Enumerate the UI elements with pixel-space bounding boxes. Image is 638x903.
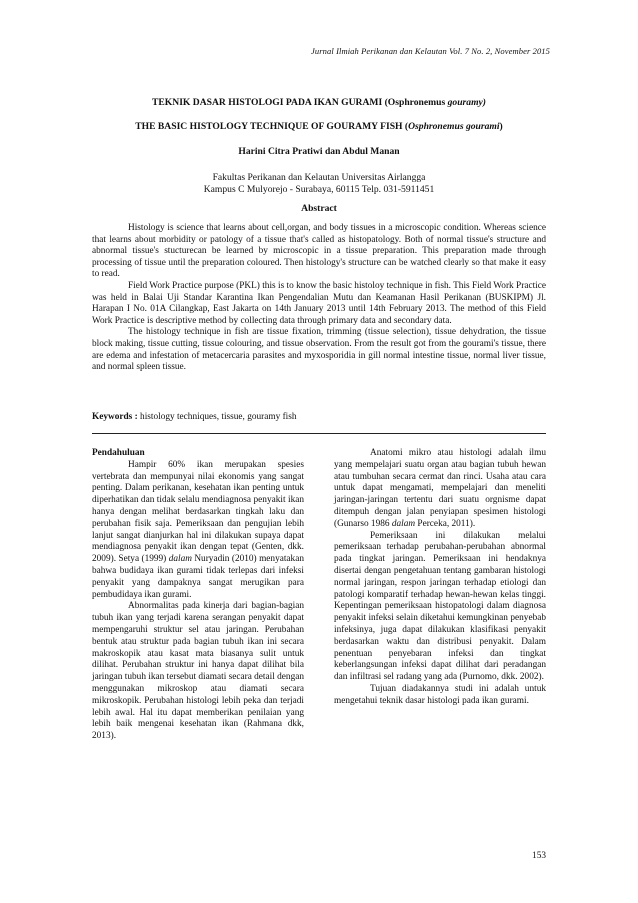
keywords-text: histology techniques, tissue, gouramy fish	[137, 412, 297, 422]
right-paragraph-3: Tujuan diadakannya studi ini adalah untuk mengetahui teknik dasar histologi pada ikan gurami.	[334, 683, 546, 706]
abstract-paragraph-3: The histology technique in fish are tissue fixation, trimming (tissue selection), tissue dehydration, the tissue block making, tissue cutting, tissue colouring, and tissue observation. From the result got from the gourami's tissue, there are edema and infestation of metacercaria parasites and myxosporidia in gill normal intestine tissue, normal liver tissue, and normal spleen tissue.	[92, 327, 546, 373]
page-number: 153	[532, 851, 546, 861]
abstract-body	[92, 223, 546, 374]
right-paragraph-1	[334, 448, 546, 531]
title-indonesian	[92, 97, 546, 108]
title-en-main: THE BASIC HISTOLOGY TECHNIQUE OF GOURAMY FISH (	[135, 121, 409, 132]
abstract-heading: Abstract	[301, 203, 337, 214]
title-id-species: gouramy)	[447, 97, 486, 108]
right-p1-part-b: Perceka, 2011).	[415, 518, 476, 529]
section-divider	[92, 433, 546, 434]
right-paragraph-2: Pemeriksaan ini dilakukan melalui pemeriksaan terhadap perubahan-perubahan abnormal pada tingkat jaringan. Pemeriksaan ini hendaknya disertai dengan pengetahuan tentang gambaran histologi normal jaringan, respon jaringan terhadap etiologi dan patologi komparatif terhadap hewan-hewan kelas tinggi. Kepentingan pemeriksaan histopatologi dalam diagnosa penyakit infeksi selain diketahui kemungkinan penyebab infeksinya, juga dapat dilakukan klasifikasi penyakit berdasarkan waktu dan distribusi penyakit. Dalam penentuan penyebaran infeksi dan tingkat keberlangsungan infeksi dapat dilihat dari peradangan dan infiltrasi sel radang yang ada (Purnomo, dkk. 2002).	[334, 530, 546, 683]
title-english	[92, 121, 546, 132]
left-paragraph-2: Abnormalitas pada kinerja dari bagian-bagian tubuh ikan yang terjadi karena serangan penyakit dapat mempengaruhi struktur sel atau jaringan. Perubahan bentuk atau struktur pada bagian tubuh ikan ini secara makroskopik atau kasat mata biasanya sulit untuk dilihat. Perubahan struktur ini hanya dapat dilihat bila jaringan tubuh ikan tersebut diamati secara detail dengan menggunakan mikroskop atau diamati secara mikroskopik. Perubahan histologi lebih peka dan terjadi lebih awal. Hal itu dapat memberikan penilaian yang lebih baik mengenai kesehatan ikan (Rahmana dkk, 2013).	[92, 601, 304, 742]
section-heading-pendahuluan: Pendahuluan	[92, 448, 145, 458]
keywords	[92, 412, 546, 422]
right-p1-dalam: dalam	[391, 518, 416, 529]
title-en-close: )	[499, 121, 503, 132]
journal-header: Jurnal Ilmiah Perikanan dan Kelautan Vol. 7 No. 2, November 2015	[311, 46, 550, 56]
title-id-main: TEKNIK DASAR HISTOLOGI PADA IKAN GURAMI (Osphronemus	[152, 97, 446, 108]
left-column	[92, 448, 304, 743]
abstract-paragraph-1: Histology is science that learns about cell,organ, and body tissues in a microscopic condition. Whereas science that learns about morbidity or patology of a tissue that's called as histopatology. Both of normal tissue's structure and abnormal tissue's stucturecan be learned by microscopic in a tissue preparation. This preparation made through processing of tissue until the preparation coloured. Then histology's structure can be watched clearly so that make it easy to read.	[92, 223, 546, 280]
left-p1-part-b: Nuryadin (2010) menyatakan bahwa budidaya ikan gurami tidak terlepas dari infeksi penyakit yang dampaknya sangat merugikan para pembudidaya ikan gurami.	[92, 554, 304, 600]
abstract-paragraph-2: Field Work Practice purpose (PKL) this is to know the basic histoloy technique in fish. This Field Work Practice was held in Balai Uji Standar Karantina Ikan Pengendalian Mutu dan Keamanan Hasil Perikanan (BUSKIPM) Jl. Harapan I No. 01A Cilangkap, East Jakarta on 14th January 2013 until 14th February 2013. The method of this Field Work Practice is descriptive method by collecting data through primary data and secondary data.	[92, 280, 546, 326]
affiliation-line2: Kampus C Mulyorejo - Surabaya, 60115 Telp. 031-5911451	[203, 184, 435, 195]
right-p1-part-a: Anatomi mikro atau histologi adalah ilmu yang mempelajari suatu organ atau bagian tubuh hewan atau tumbuhan secara cermat dan rinci. Usaha atau cara untuk dapat mengamati, mempelajari dan meneliti jaringan-jaringan tertentu dari suatu orgnisme dapat ditempuh dengan jalan penyiapan spesimen histologi (Gunarso 1986	[334, 448, 546, 529]
left-p1-dalam: dalam	[168, 554, 192, 565]
left-paragraph-1	[92, 460, 304, 602]
affiliation	[92, 172, 546, 196]
title-en-species: Osphronemus gourami	[408, 121, 500, 132]
affiliation-line1: Fakultas Perikanan dan Kelautan Universitas Airlangga	[212, 172, 426, 183]
left-p1-part-a: Hampir 60% ikan merupakan spesies vertebrata dan mempunyai nilai ekonomis yang sangat penting. Dalam perikanan, kesehatan ikan penting untuk diperhatikan dan tidak selalu mendiagnosa penyakit ikan hanya dengan melihat berdasarkan tingkah laku dan perubahan fisik saja. Pemeriksaan dan pengujian lebih lanjut sangat dianjurkan hal ini dilakukan supaya dapat mendiagnosa penyakit ikan dengan tepat (Genten, dkk. 2009). Setya (1999)	[92, 459, 304, 565]
keywords-label: Keywords :	[92, 412, 138, 422]
authors: Harini Citra Pratiwi dan Abdul Manan	[238, 146, 400, 157]
right-column	[334, 448, 546, 708]
